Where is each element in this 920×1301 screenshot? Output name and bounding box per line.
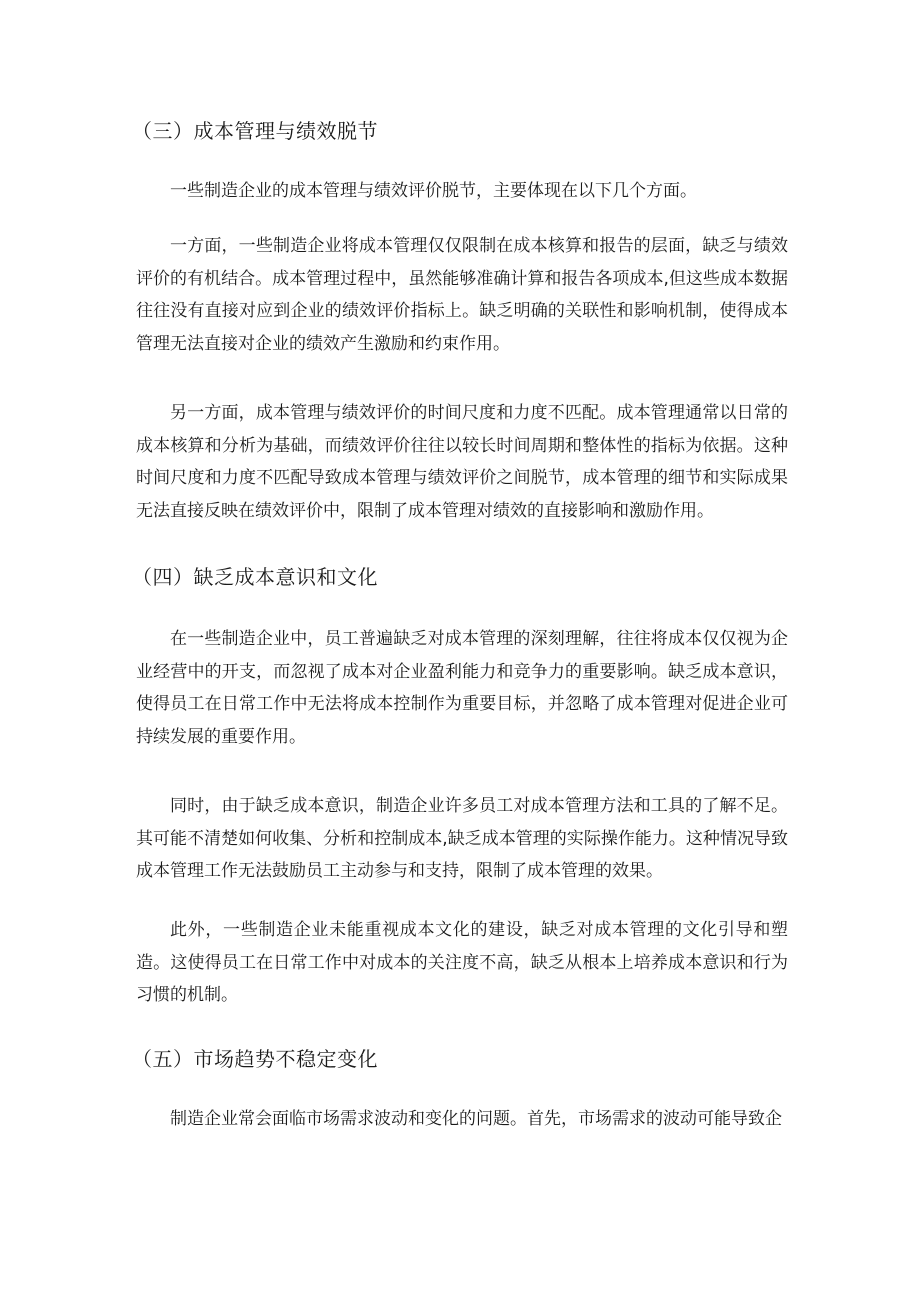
paragraph: 在一些制造企业中，员工普遍缺乏对成本管理的深刻理解，往往将成本仅仅视为企业经营中的开支，而忽视了成本对企业盈利能力和竞争力的重要影响。缺乏成本意识，使得员工在日常工作中无法将成本控制作为重要目标，并忽略了成本管理对促进企业可持续发展的重要作用。: [136, 629, 788, 747]
paragraph: 一方面，一些制造企业将成本管理仅仅限制在成本核算和报告的层面，缺乏与绩效评价的有机结合。成本管理过程中，虽然能够准确计算和报告各项成本,但这些成本数据往往没有直接对应到企业的绩效评价指标上。缺乏明确的关联性和影响机制，使得成本管理无法直接对企业的绩效产生激励和约束作用。: [136, 236, 788, 354]
paragraph: 另一方面，成本管理与绩效评价的时间尺度和力度不匹配。成本管理通常以日常的成本核算和分析为基础，而绩效评价往往以较长时间周期和整体性的指标为依据。这种时间尺度和力度不匹配导致成本管理与绩效评价之间脱节，成本管理的细节和实际成果无法直接反映在绩效评价中，限制了成本管理对绩效的直接影响和激励作用。: [136, 403, 788, 521]
paragraph: 制造企业常会面临市场需求波动和变化的问题。首先，市场需求的波动可能导致企: [170, 1109, 782, 1129]
paragraph: 同时，由于缺乏成本意识，制造企业许多员工对成本管理方法和工具的了解不足。其可能不清楚如何收集、分析和控制成本,缺乏成本管理的实际操作能力。这种情况导致成本管理工作无法鼓励员工主动参与和支持，限制了成本管理的效果。: [136, 796, 788, 881]
section-heading-4: （四）缺乏成本意识和文化: [132, 565, 378, 589]
section-heading-5: （五）市场趋势不稳定变化: [132, 1047, 378, 1071]
section-heading-3: （三）成本管理与绩效脱节: [132, 119, 378, 143]
paragraph: 此外，一些制造企业未能重视成本文化的建设，缺乏对成本管理的文化引导和塑造。这使得员工在日常工作中对成本的关注度不高，缺乏从根本上培养成本意识和行为习惯的机制。: [136, 920, 788, 1005]
paragraph: 一些制造企业的成本管理与绩效评价脱节，主要体现在以下几个方面。: [170, 181, 697, 201]
